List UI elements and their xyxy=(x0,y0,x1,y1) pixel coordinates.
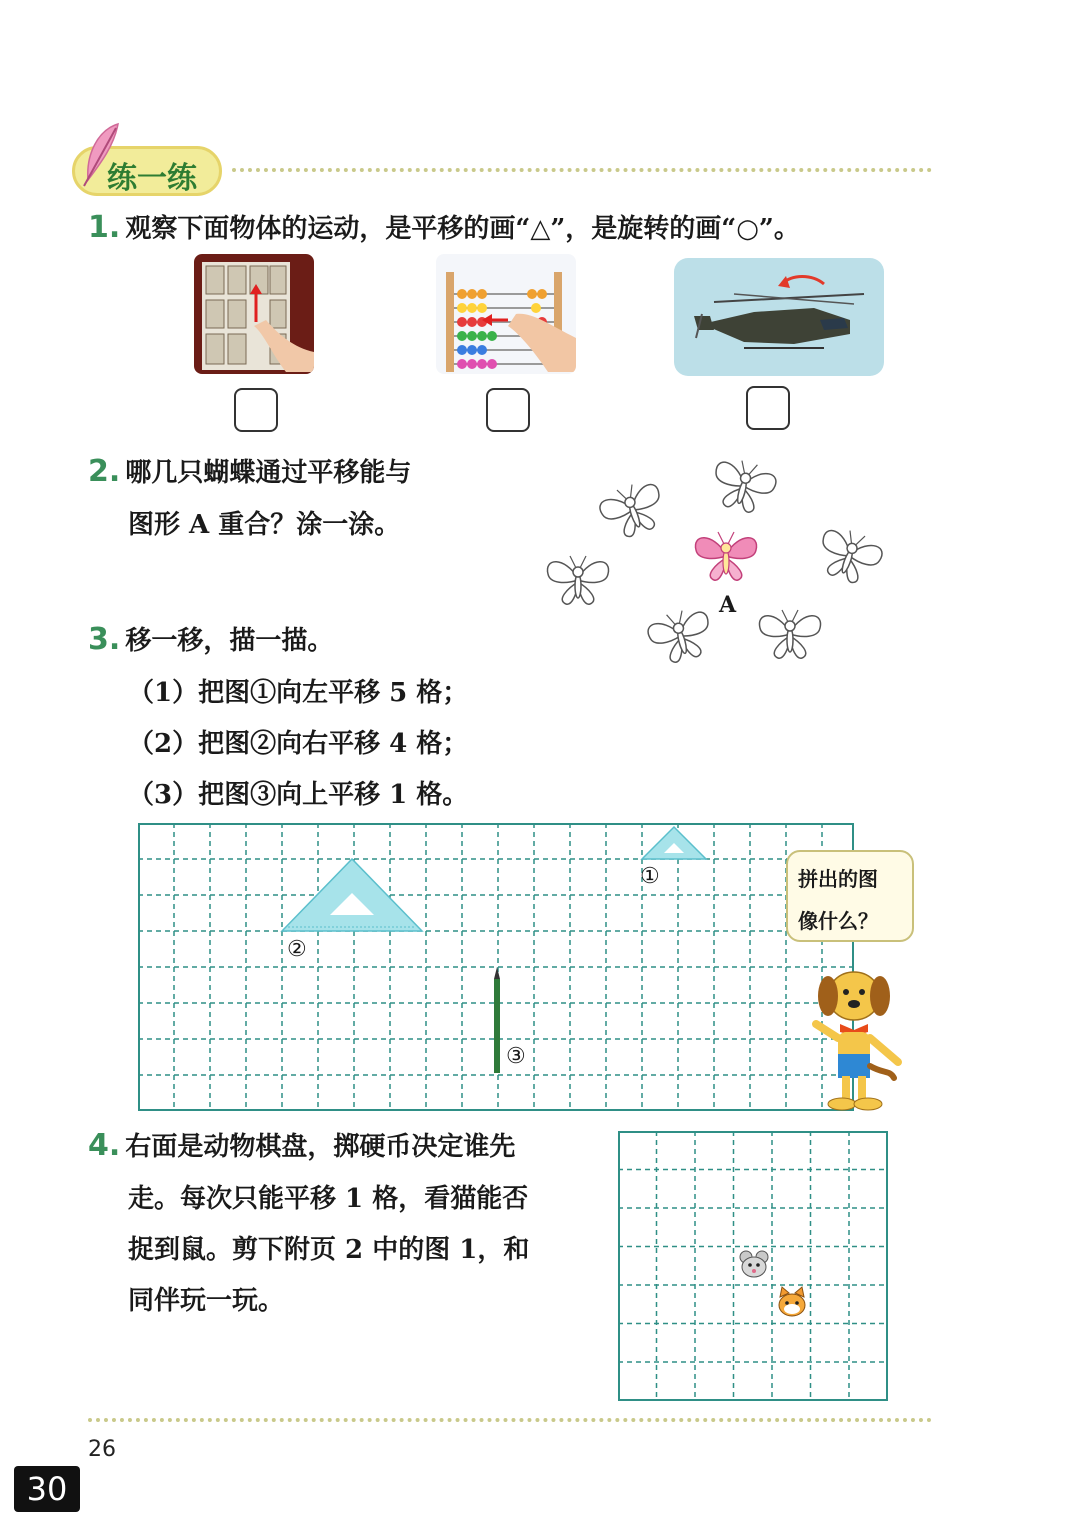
speech-bubble-line1: 拼出的图 xyxy=(798,867,878,891)
question-2-number: 2. xyxy=(88,454,121,489)
triangle-ruler-1[interactable] xyxy=(642,827,706,859)
answer-box-puzzle[interactable] xyxy=(234,388,278,432)
abacus-photo xyxy=(436,254,576,374)
footer-divider xyxy=(88,1418,932,1422)
butterfly-6[interactable] xyxy=(759,610,820,658)
butterfly-a-label: A xyxy=(719,592,737,618)
question-4-line1: 右面是动物棋盘，掷硬币决定谁先 xyxy=(125,1132,516,1162)
question-2 xyxy=(88,452,411,489)
butterfly-4[interactable] xyxy=(547,556,608,604)
butterfly-a xyxy=(695,532,756,580)
sliding-puzzle-photo xyxy=(194,254,314,374)
question-3-step-1: （1）把图①向左平移 5 格； xyxy=(128,678,469,708)
marker-2: ② xyxy=(287,937,307,962)
question-4-line4: 同伴玩一玩。 xyxy=(128,1286,285,1316)
answer-box-abacus[interactable] xyxy=(486,388,530,432)
cat-piece[interactable] xyxy=(779,1287,805,1316)
marker-3: ③ xyxy=(506,1044,526,1069)
dog-mascot xyxy=(798,966,910,1112)
abacus-image xyxy=(436,254,576,374)
feather-icon xyxy=(78,120,126,190)
question-3-title: 移一移，描一描。 xyxy=(125,626,334,656)
question-3-number: 3. xyxy=(88,622,121,657)
question-1 xyxy=(88,208,800,245)
question-3-step-3: （3）把图③向上平移 1 格。 xyxy=(128,780,469,810)
pencil-3[interactable] xyxy=(494,967,500,1073)
speech-bubble-line2: 像什么？ xyxy=(798,909,878,933)
question-1-number: 1. xyxy=(88,210,121,245)
sliding-puzzle-image xyxy=(194,254,314,374)
butterfly-group xyxy=(540,454,900,674)
question-4-line3: 捉到鼠。剪下附页 2 中的图 1，和 xyxy=(128,1235,530,1265)
question-4-line2: 走。每次只能平移 1 格，看猫能否 xyxy=(128,1184,529,1214)
section-title: 练一练 xyxy=(107,161,197,196)
question-1-text: 观察下面物体的运动，是平移的画“△”，是旋转的画“○”。 xyxy=(125,214,800,244)
question-4-number: 4. xyxy=(88,1128,121,1163)
header-divider xyxy=(232,168,932,172)
question-4 xyxy=(88,1126,515,1163)
mouse-piece[interactable] xyxy=(740,1251,768,1277)
pdf-page-indicator: 30 xyxy=(14,1466,80,1512)
butterfly-5[interactable] xyxy=(645,605,716,667)
butterfly-1[interactable] xyxy=(596,477,670,543)
speech-bubble xyxy=(786,850,914,942)
question-3 xyxy=(88,620,333,657)
question-2-line1: 哪几只蝴蝶通过平移能与 xyxy=(125,458,412,488)
question-3-step-2: （2）把图②向右平移 4 格； xyxy=(128,729,469,759)
helicopter-image xyxy=(674,258,884,376)
butterfly-2[interactable] xyxy=(708,455,779,517)
question-2-line2: 图形 A 重合？涂一涂。 xyxy=(128,510,401,540)
animal-chessboard[interactable] xyxy=(618,1131,890,1403)
marker-1: ① xyxy=(640,864,660,889)
answer-box-helicopter[interactable] xyxy=(746,386,790,430)
butterfly-3[interactable] xyxy=(812,523,886,589)
translation-grid[interactable] xyxy=(138,823,856,1113)
page-number: 26 xyxy=(88,1437,116,1462)
helicopter-photo xyxy=(674,258,884,376)
